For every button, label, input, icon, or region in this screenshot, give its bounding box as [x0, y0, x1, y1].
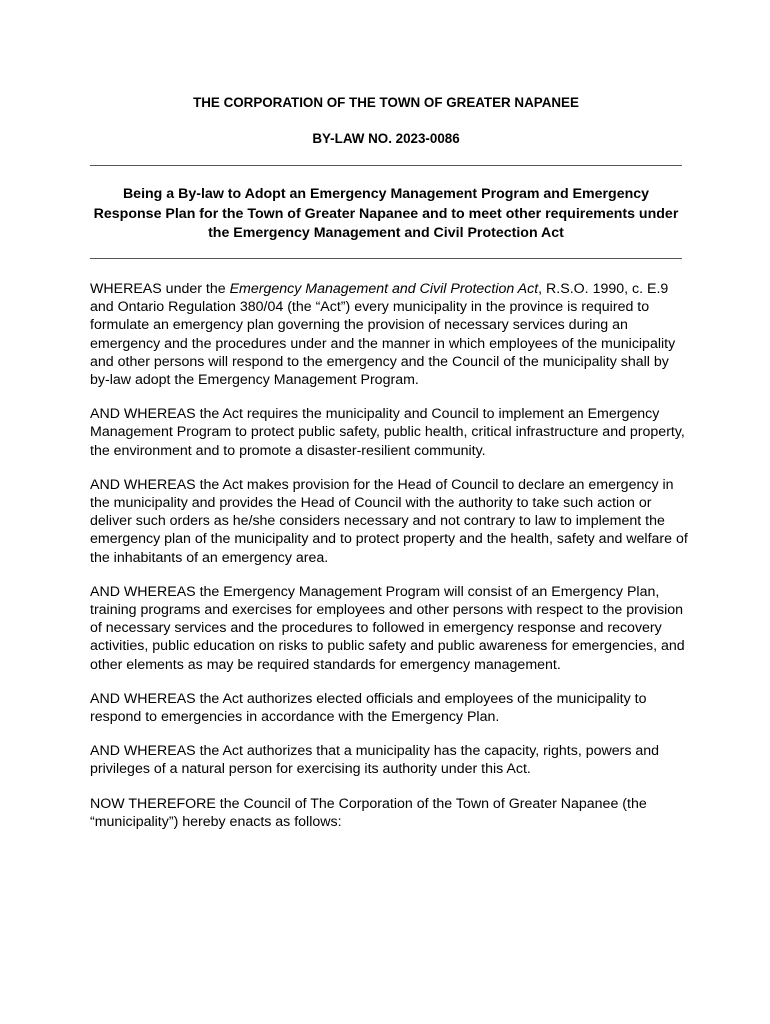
- act-name: Emergency Management and Civil Protection Act: [229, 281, 539, 297]
- whereas-paragraph-6: AND WHEREAS the Act authorizes that a municipality has the capacity, rights, powers and privileges of a natural person for exercising its authority under this Act.: [90, 743, 660, 778]
- whereas-paragraph-5: AND WHEREAS the Act authorizes elected officials and employees of the municipality to respond to emergencies in accordance with the Emergency Plan.: [90, 690, 647, 726]
- whereas-paragraph-2: AND WHEREAS the Act requires the municipality and Council to implement an Emergency Management Program to protect public safety, public health, critical infrastructure and property, the environment and to promote a disaster-resilient community.: [90, 406, 685, 459]
- paragraph-rest: , R.S.O. 1990, c. E.9 and Ontario Regulation 380/04 (the “Act”) every municipality in the province is required to formulate an emergency plan governing the provision of necessary services during an emergency and the procedures under and the manner in which employees of the municipality and other persons will respond to the emergency and the Council of the municipality shall by by-law adopt the Emergency Management Program.: [90, 281, 676, 389]
- bottom-divider: [90, 258, 682, 259]
- whereas-paragraph-1: [90, 280, 690, 389]
- whereas-paragraph-3: AND WHEREAS the Act makes provision for the Head of Council to declare an emergency in the municipality and provides the Head of Council with the authority to take such action or deliver such orders as he/she considers necessary and not contrary to law to implement the emergency plan of the municipality and to protect property and the health, safety and welfare of the inhabitants of an emergency area.: [90, 476, 688, 566]
- top-divider: [90, 165, 682, 166]
- bylaw-number: BY-LAW NO. 2023-0086: [312, 131, 460, 146]
- bylaw-body: [90, 280, 690, 847]
- paragraph-lead: WHEREAS under the: [90, 281, 230, 297]
- bylaw-title: Being a By-law to Adopt an Emergency Management Program and Emergency Response Plan for the Town of Greater Napanee and to meet other requirements under the Emergency Management and Civil Protection Act: [93, 186, 679, 241]
- whereas-paragraph-4: AND WHEREAS the Emergency Management Program will consist of an Emergency Plan, training programs and exercises for employees and other persons with respect to the provision of necessary services and the procedures to followed in emergency response and recovery activities, public education on risks to public safety and public awareness for emergencies, and other elements as may be required standards for emergency management.: [90, 583, 685, 673]
- enacting-clause: NOW THEREFORE the Council of The Corporation of the Town of Greater Napanee (the “municipality”) hereby enacts as follows:: [90, 795, 647, 830]
- corporation-heading: THE CORPORATION OF THE TOWN OF GREATER NAPANEE: [193, 95, 579, 110]
